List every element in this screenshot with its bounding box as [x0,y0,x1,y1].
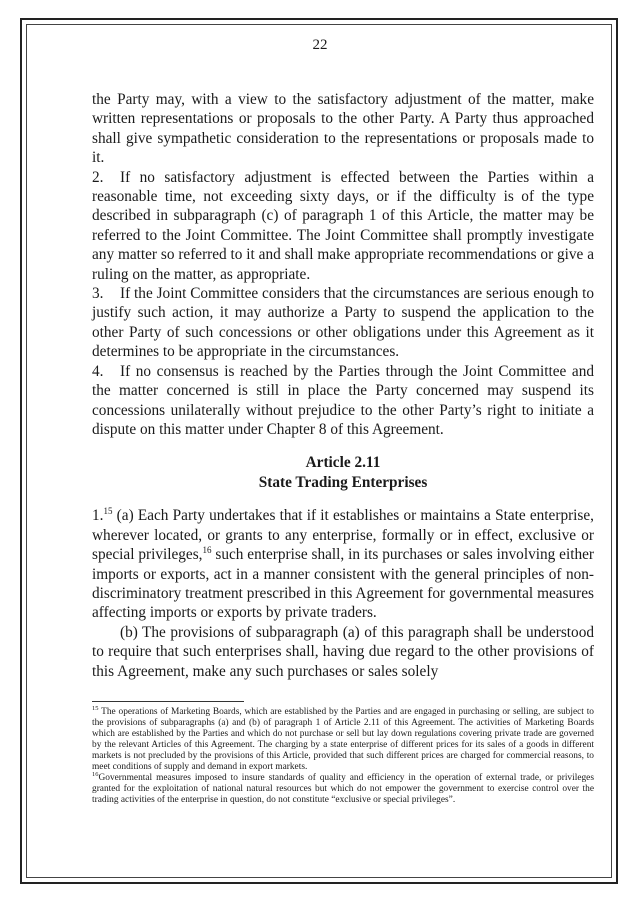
footnotes [92,707,594,806]
footnote-15-text: The operations of Marketing Boards, which are established by the Parties and are engaged in purchasing or selling, are subject to the provisions of subparagraphs (a) and (b) of paragraph 1 of Article 2.11 of this Agreement. The activities of Marketing Boards which are established by the Parties and which do not purchase or sell but lay down regulations covering private trade are governed by the relevant Articles of this Agreement. The charging by a state enterprise of different prices for its sales of a goods in different markets is not precluded by the provisions of this Article, provided that such different prices are charged for commercial reasons, to meet conditions of supply and demand in export markets. [92,707,594,772]
article-paragraph-1a-text-part1: (a) Each Party undertakes that if it establishes or maintains a State enterprise, wherever located, or grants to any enterprise, formally or in effect, exclusive or special privileges, [92,507,594,564]
page-number: 22 [312,37,328,53]
paragraph-2-text: If no satisfactory adjustment is effected between the Parties within a reasonable time, not exceeding sixty days, or if the difficulty is of the type described in subparagraph (c) of paragraph 1 of this Article, the matter may be referred to the Joint Committee. The Joint Committee shall promptly investigate any matter so referred to it and shall make appropriate recommendations or give a ruling on the matter, as appropriate. [92,168,594,283]
paragraph-3-text: If the Joint Committee considers that the circumstances are serious enough to justify such action, it may authorize a Party to suspend the application to the other Party of such concessions or other obligations under this Agreement as it determines to be appropriate in the circumstances. [92,285,594,361]
article-paragraph-1a [92,506,594,622]
article-paragraph-1-number: 1. [92,507,104,525]
footnote-16-text: Governmental measures imposed to insure standards of quality and efficiency in the operation of external trade, or privileges granted for the exploitation of national natural resources but which do not empower the government to exercise control over the trading activities of the enterprise in question, do not constitute “exclusive or special privileges”. [92,773,594,805]
paragraph-4-text: If no consensus is reached by the Parties through the Joint Committee and the matter concerned is still in place the Party concerned may suspend its concessions unilaterally without prejudice to the other Party’s right to initiate a dispute on this matter under Chapter 8 of this Agreement. [92,362,594,438]
footnote-16 [92,773,594,806]
paragraph-2-number: 2. [92,168,104,186]
footnote-15-marker: 15 [92,705,99,712]
footnote-ref-15[interactable]: 15 [103,506,113,517]
paragraph-4 [92,362,594,440]
paragraph-2 [92,168,594,284]
article-paragraph-1b: (b) The provisions of subparagraph (a) of this paragraph shall be understood to require that such enterprises shall, having due regard to the other provisions of this Agreement, make any such purchases or sales solely [92,623,594,680]
paragraph-4-number: 4. [92,362,104,380]
footnote-ref-16[interactable]: 16 [202,545,212,556]
article-number: Article 2.11 [305,454,381,472]
paragraph-continuation: the Party may, with a view to the satisfactory adjustment of the matter, make written representations or proposals to the other Party. A Party thus approached shall give sympathetic consideration to the representations or proposals made to it. [92,91,594,167]
article-title: State Trading Enterprises [258,474,428,492]
footnote-15 [92,707,594,773]
footnote-divider [92,701,244,702]
main-text [92,90,594,681]
paragraph-3-number: 3. [92,285,104,303]
footnote-16-marker: 16 [92,771,99,778]
paragraph-3 [92,284,594,362]
article-paragraph-1a-text-part2: such enterprise shall, in its purchases or sales involving either imports or exports, act in a manner consistent with the general principles of non-discriminatory treatment prescribed in this Agreement for governmental measures affecting imports or exports by private traders. [92,546,594,622]
